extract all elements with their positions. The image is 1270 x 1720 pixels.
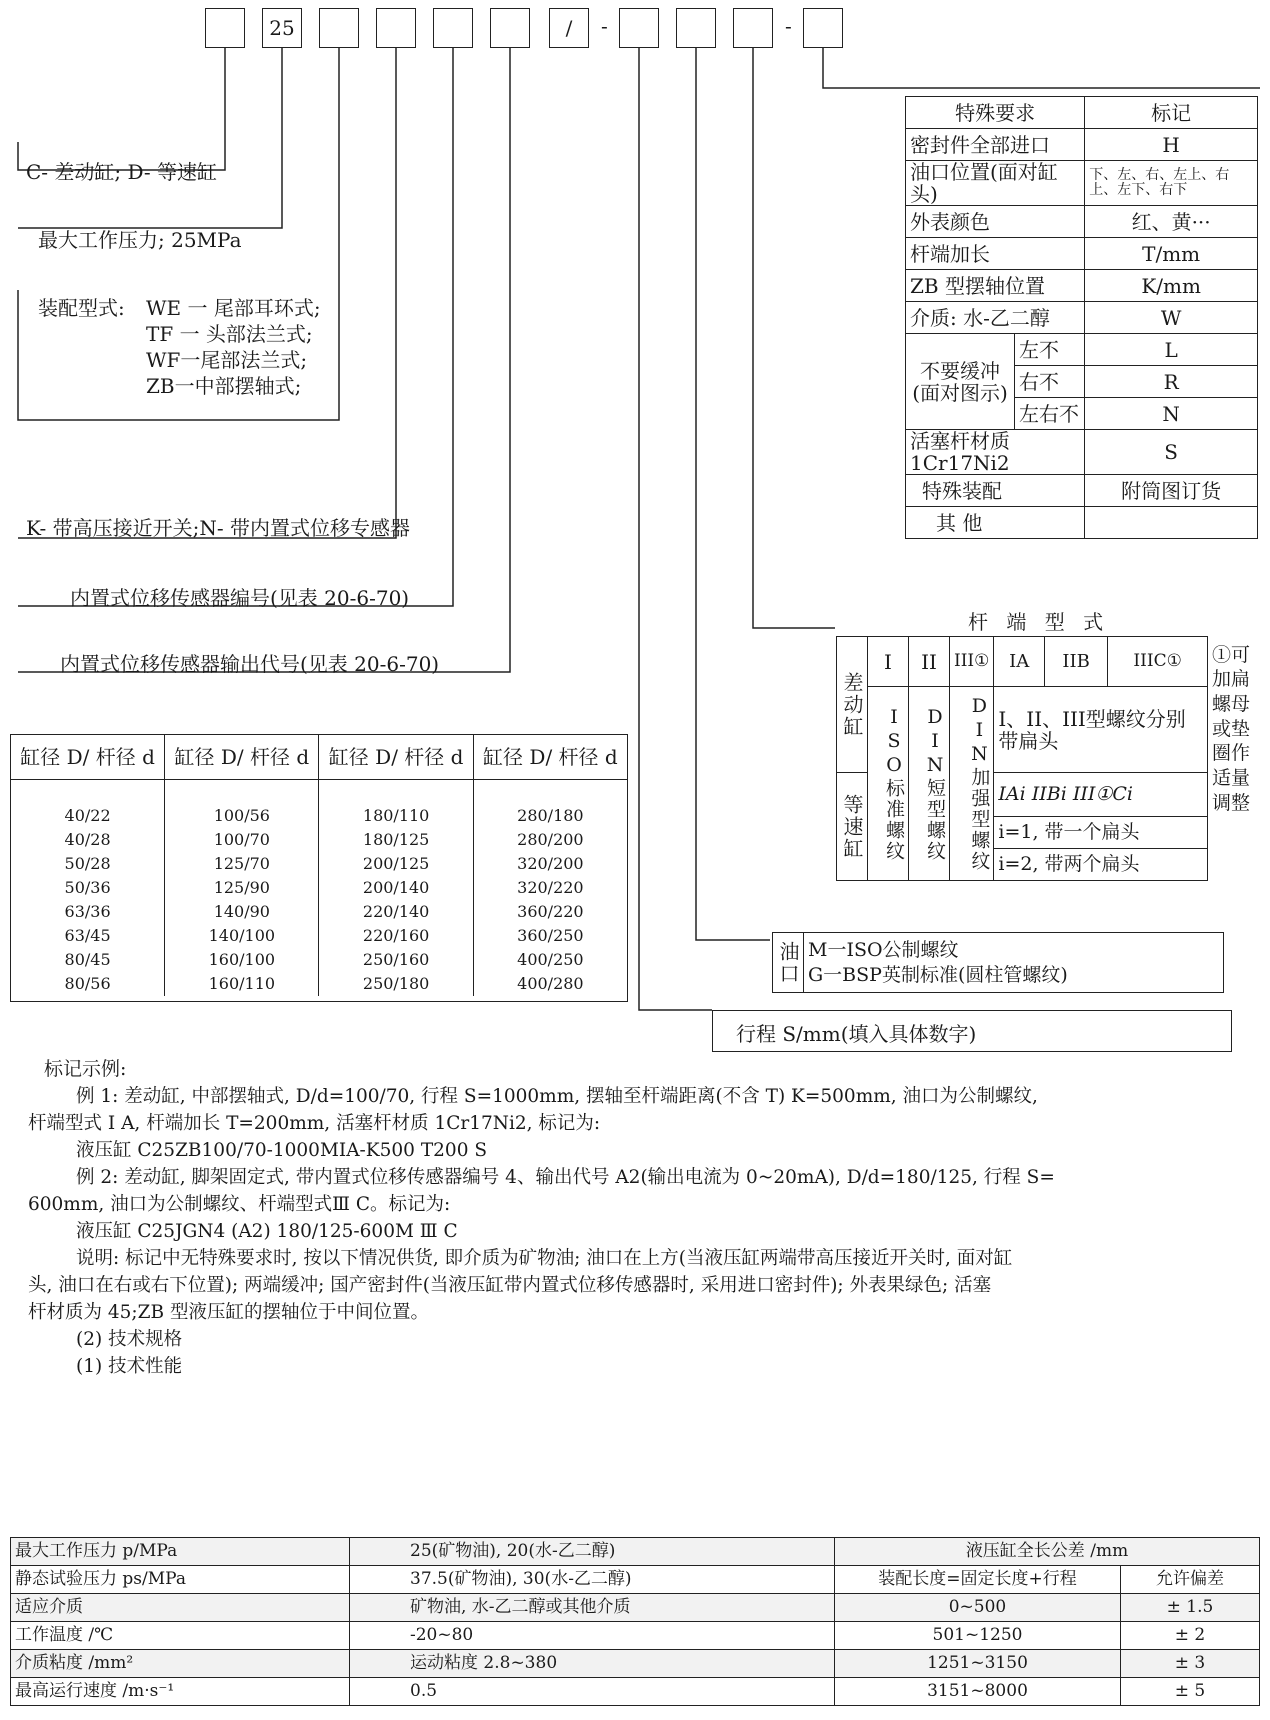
port-table (772, 932, 1224, 993)
special-req: 外表颜色 (906, 206, 1085, 238)
text-line: 液压缸 C25ZB100/70-1000MIA-K500 T200 S (76, 1140, 488, 1161)
dims-cell: 360/220 (517, 902, 584, 922)
special-req: 其 他 (906, 507, 1085, 539)
port-m: M一ISO公制螺纹 (808, 938, 959, 961)
special-mark (1085, 507, 1258, 539)
special-req: 介质: 水-乙二醇 (906, 302, 1085, 334)
tech-param: 工作温度 /℃ (11, 1622, 350, 1650)
tech-param: 介质粘度 /mm² (11, 1650, 350, 1678)
text-line: 例 1: 差动缸, 中部摆轴式, D/d=100/70, 行程 S=1000mm, 摆轴至杆端距离(不含 T) K=500mm, 油口为公制螺纹, (76, 1086, 1038, 1107)
tolerance-col-header: 允许偏差 (1121, 1566, 1260, 1594)
dims-row (11, 972, 627, 996)
tech-value: 运动粘度 2.8~380 (350, 1650, 835, 1678)
rod-i1: i=1, 带一个扁头 (994, 817, 1208, 849)
dims-row (11, 948, 627, 972)
rod-footnote: ①可加扁螺母或垫圈作适量调整 (1212, 643, 1251, 814)
cushion-option: 左右不 (1015, 398, 1085, 430)
dims-cell: 320/200 (517, 854, 584, 874)
rod-desc: ISO标准螺纹 (868, 687, 909, 881)
dims-cell: 80/45 (11, 948, 165, 972)
label-mount-title: 装配型式: (38, 296, 125, 320)
cushion-mark: L (1085, 334, 1258, 366)
cushion-label-line: (面对图示) (912, 380, 1008, 405)
rod-col-header: IIB (1044, 637, 1107, 687)
special-req: 特殊装配 (906, 475, 1085, 507)
port-options (804, 933, 1224, 993)
dims-cell: 63/45 (11, 924, 165, 948)
special-mark: 红、黄··· (1085, 206, 1258, 238)
dims-cell: 400/250 (517, 950, 584, 970)
cushion-label (906, 334, 1015, 430)
label-max-pressure: 最大工作压力; 25MPa (38, 228, 242, 252)
code-box-2: 25 (262, 8, 302, 48)
dims-row (11, 828, 627, 852)
special-mark: H (1085, 129, 1258, 161)
special-mark: W (1085, 302, 1258, 334)
tolerance-range: 1251~3150 (835, 1650, 1121, 1678)
special-requirements-table (905, 96, 1258, 539)
code-dash-2: - (785, 14, 792, 38)
dims-row (11, 900, 627, 924)
code-dash-1: - (601, 14, 608, 38)
rod-i2: i=2, 带两个扁头 (994, 849, 1208, 881)
text-line: 说明: 标记中无特殊要求时, 按以下情况供货, 即介质为矿物油; 油口在上方(当液压缸两端带高压接近开关时, 面对缸 (76, 1248, 1013, 1269)
tech-table (10, 1537, 1260, 1706)
dims-cell: 250/160 (319, 948, 473, 972)
tech-value: 0.5 (350, 1678, 835, 1706)
dims-cell: 180/110 (319, 804, 473, 828)
section-heading: (1) 技术性能 (76, 1356, 183, 1377)
label-stroke: 行程 S/mm(填入具体数字) (736, 1022, 977, 1046)
text-line: 杆材质为 45;ZB 型液压缸的摆轴位于中间位置。 (28, 1302, 429, 1323)
dims-cell: 63/36 (11, 900, 165, 924)
label-mount-item: WE 一 尾部耳环式; (146, 296, 321, 320)
special-req: 油口位置(面对缸头) (906, 161, 1085, 206)
dims-header: 缸径 D/ 杆径 d (165, 735, 319, 780)
rod-equal-label: 等速缸 (837, 773, 868, 881)
dims-cell: 280/180 (517, 806, 584, 826)
tolerance-range: 3151~8000 (835, 1678, 1121, 1706)
dims-row (11, 876, 627, 900)
dims-cell: 140/90 (165, 900, 319, 924)
text-line: 液压缸 C25JGN4 (A2) 180/125-600M Ⅲ C (76, 1221, 458, 1242)
dims-cell: 80/56 (11, 972, 165, 996)
dims-cell: 220/140 (319, 900, 473, 924)
dims-header: 缸径 D/ 杆径 d (319, 735, 473, 780)
special-req: 密封件全部进口 (906, 129, 1085, 161)
dims-cell: 100/70 (165, 828, 319, 852)
special-mark: 附筒图订货 (1085, 475, 1258, 507)
tech-param: 最大工作压力 p/MPa (11, 1538, 350, 1566)
dims-header: 缸径 D/ 杆径 d (473, 735, 627, 780)
dims-cell: 140/100 (165, 924, 319, 948)
dims-row (11, 924, 627, 948)
text-line: 600mm, 油口为公制螺纹、杆端型式Ⅲ C。标记为: (28, 1194, 451, 1215)
tolerance-col-header: 装配长度=固定长度+行程 (835, 1566, 1121, 1594)
cushion-mark: R (1085, 366, 1258, 398)
special-mark: T/mm (1085, 238, 1258, 270)
label-mount-item: TF 一 头部法兰式; (146, 322, 313, 346)
tech-value: 矿物油, 水-乙二醇或其他介质 (350, 1594, 835, 1622)
text-line: 例 2: 差动缸, 脚架固定式, 带内置式位移传感器编号 4、输出代号 A2(输出电流为 0~20mA), D/d=180/125, 行程 S= (76, 1167, 1055, 1188)
tech-param: 静态试验压力 ps/MPa (11, 1566, 350, 1594)
tech-value: 25(矿物油), 20(水-乙二醇) (350, 1538, 835, 1566)
special-header: 特殊要求 (906, 97, 1085, 129)
rod-col-header: I (868, 637, 909, 687)
tolerance-range: 0~500 (835, 1594, 1121, 1622)
rod-col-header: II (909, 637, 950, 687)
special-mark: S (1085, 430, 1258, 475)
rod-end-title: 杆 端 型 式 (968, 610, 1110, 634)
dims-cell: 125/90 (165, 876, 319, 900)
rod-desc: DIN短型螺纹 (909, 687, 950, 881)
special-req: 活塞杆材质1Cr17Ni2 (906, 430, 1085, 475)
dims-row (11, 852, 627, 876)
special-mark: K/mm (1085, 270, 1258, 302)
tolerance-header: 液压缸全长公差 /mm (835, 1538, 1260, 1566)
label-sensor-no: 内置式位移传感器编号(见表 20-6-70) (70, 586, 410, 610)
tolerance-value: ± 3 (1121, 1650, 1260, 1678)
tech-param: 适应介质 (11, 1594, 350, 1622)
special-req: 杆端加长 (906, 238, 1085, 270)
dims-table (10, 734, 628, 1002)
tech-value: -20~80 (350, 1622, 835, 1650)
special-mark: 下、左、右、左上、右上、左下、右下 (1085, 161, 1258, 206)
tolerance-range: 501~1250 (835, 1622, 1121, 1650)
label-mount-item: WF一尾部法兰式; (146, 348, 308, 372)
tolerance-value: ± 2 (1121, 1622, 1260, 1650)
dims-cell: 125/70 (165, 852, 319, 876)
tolerance-value: ± 5 (1121, 1678, 1260, 1706)
rod-end-table (836, 636, 1260, 881)
rod-col-header: III① (950, 637, 994, 687)
section-heading: (2) 技术规格 (76, 1329, 183, 1350)
dims-cell: 50/28 (11, 852, 165, 876)
port-label: 油口 (773, 933, 804, 993)
example-title: 标记示例: (44, 1058, 127, 1080)
rod-desc: DIN加强型螺纹 (950, 687, 994, 881)
dims-row (11, 804, 627, 828)
text-line: 头, 油口在右或右下位置); 两端缓冲; 国产密封件(当液压缸带内置式位移传感器时, 采用进口密封件); 外表果绿色; 活塞 (28, 1275, 992, 1296)
dims-cell: 220/160 (319, 924, 473, 948)
rod-col-header: IA (994, 637, 1045, 687)
dims-cell: 160/110 (165, 972, 319, 996)
dims-cell: 320/220 (517, 878, 584, 898)
rod-diff-label: 差动缸 (837, 637, 868, 773)
label-sensor: K- 带高压接近开关;N- 带内置式位移专感器 (26, 516, 410, 540)
label-sensor-out: 内置式位移传感器输出代号(见表 20-6-70) (60, 652, 440, 676)
dims-cell: 50/36 (11, 876, 165, 900)
dims-cell: 200/140 (319, 876, 473, 900)
special-header: 标记 (1085, 97, 1258, 129)
dims-cell: 280/200 (517, 830, 584, 850)
dims-cell: 160/100 (165, 948, 319, 972)
dims-cell: 100/56 (165, 804, 319, 828)
dims-cell: 250/180 (319, 972, 473, 996)
dims-cell: 400/280 (517, 974, 584, 994)
dims-cell: 200/125 (319, 852, 473, 876)
cushion-mark: N (1085, 398, 1258, 430)
cushion-label-line: 不要缓冲 (920, 358, 1000, 383)
rod-flat-note: I、II、III型螺纹分别带扁头 (994, 687, 1208, 773)
port-g: G一BSP英制标准(圆柱管螺纹) (808, 963, 1068, 986)
dims-header: 缸径 D/ 杆径 d (11, 735, 165, 780)
tech-value: 37.5(矿物油), 30(水-乙二醇) (350, 1566, 835, 1594)
code-box-7: / (549, 8, 589, 48)
tech-param: 最高运行速度 /m·s⁻¹ (11, 1678, 350, 1706)
dims-cell: 180/125 (319, 828, 473, 852)
rod-col-header: IIIC① (1108, 637, 1208, 687)
cushion-option: 左不 (1015, 334, 1085, 366)
rod-variants: IAi IIBi III①Ci (994, 773, 1208, 817)
label-mount-item: ZB一中部摆轴式; (146, 374, 302, 398)
label-cylinder-type: C- 差动缸; D- 等速缸 (26, 160, 218, 184)
cushion-option: 右不 (1015, 366, 1085, 398)
special-req: ZB 型摆轴位置 (906, 270, 1085, 302)
dims-cell: 40/22 (11, 804, 165, 828)
text-line: 杆端型式 I A, 杆端加长 T=200mm, 活塞杆材质 1Cr17Ni2, 标记为: (28, 1113, 601, 1134)
tolerance-value: ± 1.5 (1121, 1594, 1260, 1622)
dims-cell: 40/28 (11, 828, 165, 852)
dims-cell: 360/250 (517, 926, 584, 946)
